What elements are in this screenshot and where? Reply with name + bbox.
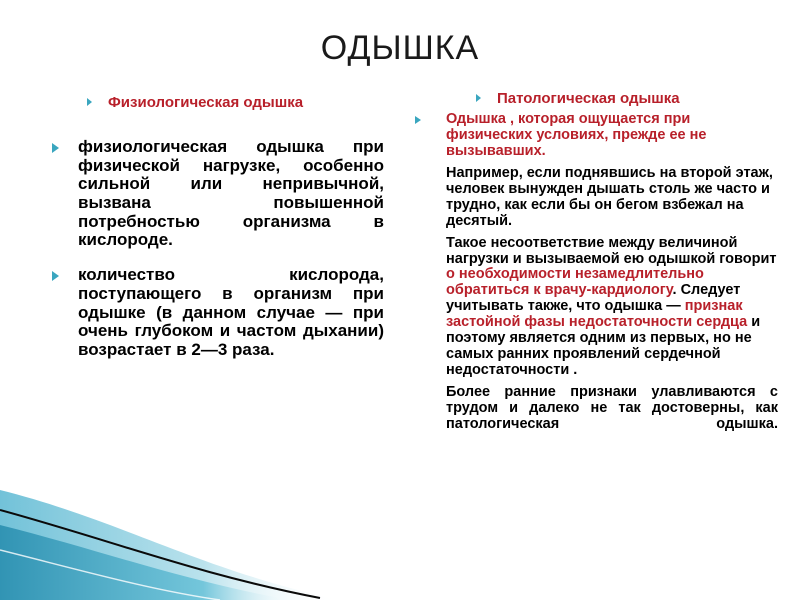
- paragraph-definition: [413, 112, 778, 160]
- bullet-arrow-icon: [87, 98, 92, 106]
- right-column: [413, 112, 778, 439]
- left-column: [50, 138, 384, 376]
- paragraph-text: Например, если поднявшись на второй этаж, человек вынужден дышать столь же часто и трудно, как если бы он бегом взбежал на десятый.: [446, 164, 773, 229]
- paragraph-text: Одышка , которая ощущается при физических условиях, прежде ее не вызывавших.: [446, 111, 707, 159]
- right-heading-text: Патологическая одышка: [497, 90, 680, 107]
- bullet-arrow-icon: [476, 94, 481, 102]
- paragraph-mid: . Следует учитывать также, что одышка —: [446, 282, 741, 315]
- paragraph-end: и поэтому является одним из первых, но не самых ранних проявлений сердечной недостаточности .: [446, 314, 761, 379]
- bullet-triangle-icon: [52, 271, 59, 281]
- list-item: [50, 138, 384, 250]
- highlight-heart-failure: признак застойной фазы недостаточности сердца: [446, 298, 748, 331]
- left-column-heading: [87, 94, 303, 112]
- list-item: [50, 266, 384, 359]
- page-title: ОДЫШКА: [320, 29, 480, 67]
- highlight-cardiologist: о необходимости незамедлительно обратиться к врачу-кардиологу: [446, 266, 704, 299]
- decorative-wave: [0, 480, 800, 600]
- left-heading-text: Физиологическая одышка: [108, 94, 304, 111]
- paragraph-intro: Такое несоответствие между величиной нагрузки и вызываемой ею одышкой говорит: [446, 234, 777, 267]
- bullet-triangle-icon: [415, 116, 421, 124]
- paragraph-text: Более ранние признаки улавливаются с трудом и далеко не так достоверны, как патологическая одышка.: [446, 384, 778, 432]
- paragraph-warning: [413, 236, 778, 379]
- right-column-heading: [476, 90, 680, 108]
- paragraph-example: [413, 166, 778, 230]
- bullet-triangle-icon: [52, 143, 59, 153]
- list-item-text: физиологическая одышка при физической нагрузке, особенно сильной или непривычной, вызвана повышенной потребностью организма в кислороде.: [78, 137, 384, 250]
- paragraph-conclusion: [413, 385, 778, 433]
- list-item-text: количество кислорода, поступающего в организм при одышке (в данном случае — при очень глубоком и частом дыхании) возрастает в 2—3 раза.: [78, 265, 384, 359]
